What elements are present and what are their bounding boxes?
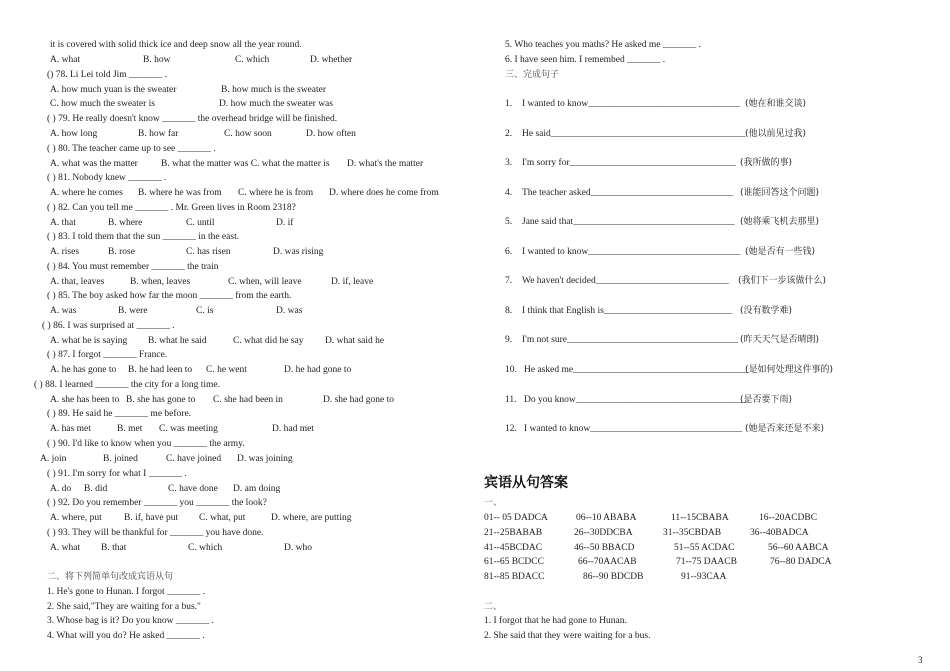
q77-option-d: D. whether bbox=[310, 55, 353, 65]
q79-option-b: B. how far bbox=[138, 129, 179, 139]
answer-cell: 36--40BADCA bbox=[750, 528, 809, 538]
q93-option-c: C. which bbox=[188, 543, 223, 553]
s3-text-10: He asked me_____________________________________ bbox=[524, 365, 749, 375]
q91-option-c: C. have done bbox=[168, 484, 218, 494]
s3-hint-10: (是如何处理这件事的) bbox=[745, 365, 834, 375]
q80-option-d: D. what's the matter bbox=[347, 159, 424, 169]
q77-option-a: A. what bbox=[50, 55, 81, 65]
q82-option-d: D. if bbox=[276, 218, 294, 228]
q88-option-b: B. she has gone to bbox=[126, 395, 196, 405]
q82-option-c: C. until bbox=[186, 218, 215, 228]
q85-option-a: A. was bbox=[50, 306, 77, 316]
q79-option-d: D. how often bbox=[306, 129, 356, 139]
s3-num-11: 11. bbox=[505, 395, 517, 405]
q89-option-b: B. met bbox=[117, 424, 143, 434]
q85-option-b: B. were bbox=[118, 306, 148, 316]
q87-option-a: A. he has gone to bbox=[50, 365, 117, 375]
answer-cell: 01-- 05 DADCA bbox=[484, 513, 548, 523]
answer-cell: 41--45BCDAC bbox=[484, 543, 543, 553]
q90-option-b: B. joined bbox=[103, 454, 138, 464]
q93-option-b: B. that bbox=[101, 543, 127, 553]
answer-cell: 21--25BABAB bbox=[484, 528, 543, 538]
s3-text-11: Do you know____________________________________ bbox=[524, 395, 747, 405]
q84-option-b: B. when, leaves bbox=[130, 277, 191, 287]
q79-option-c: C. how soon bbox=[224, 129, 272, 139]
answers-part2-label: 二、 bbox=[484, 602, 503, 612]
s3-num-10: 10. bbox=[505, 365, 517, 375]
q80-option-bc: B. what the matter was C. what the matter is bbox=[161, 159, 330, 169]
q93-option-a: A. what bbox=[50, 543, 81, 553]
q79-option-a: A. how long bbox=[50, 129, 98, 139]
q82-option-a: A. that bbox=[50, 218, 76, 228]
s3-text-3: I'm sorry for___________________________________ bbox=[522, 158, 736, 168]
q89-option-c: C. was meeting bbox=[159, 424, 218, 434]
answer-cell: 56--60 AABCA bbox=[768, 543, 829, 553]
q90-option-a: A. join bbox=[40, 454, 67, 464]
q78-option-b: B. how much is the sweater bbox=[221, 85, 327, 95]
q87-option-d: D. he had gone to bbox=[284, 365, 352, 375]
s3-hint-11: (是否要下雨) bbox=[740, 395, 793, 405]
q89-option-d: D. had met bbox=[272, 424, 314, 434]
q91-option-b: B. did bbox=[84, 484, 108, 494]
q86-option-c: C. what did he say bbox=[233, 336, 304, 346]
answers-heading: 宾语从句答案 bbox=[484, 475, 568, 491]
s3-num-9: 9. bbox=[505, 335, 513, 345]
answer-cell: 71--75 DAACB bbox=[676, 557, 737, 567]
q85-option-c: C. is bbox=[196, 306, 214, 316]
s3-text-7: We haven't decided____________________________ bbox=[522, 276, 729, 286]
q92-question: ( ) 92. Do you remember _______ you _______ the look? bbox=[47, 498, 267, 508]
answer-cell: 91--93CAA bbox=[681, 572, 727, 582]
s3-hint-1: (她在和谁交谈) bbox=[745, 99, 807, 109]
s3-hint-3: (我所做的事) bbox=[740, 158, 793, 168]
q79-question: ( ) 79. He really doesn't know _______ the overhead bridge will be finished. bbox=[47, 114, 338, 124]
q83-option-b: B. rose bbox=[108, 247, 135, 257]
s2-item-5: 5. Who teaches you maths? He asked me _______ . bbox=[505, 40, 701, 50]
q93-question: ( ) 93. They will be thankful for _______ you have done. bbox=[47, 528, 264, 538]
s2-item-3: 3. Whose bag is it? Do you know _______ . bbox=[47, 616, 214, 626]
q78-option-a: A. how much yuan is the sweater bbox=[50, 85, 177, 95]
s3-hint-6: (她是否有一些钱) bbox=[745, 247, 816, 257]
q90-option-d: D. was joining bbox=[237, 454, 293, 464]
s3-text-9: I'm not sure____________________________________ bbox=[522, 335, 738, 345]
s3-num-5: 5. bbox=[505, 217, 513, 227]
s2-item-2: 2. She said,"They are waiting for a bus." bbox=[47, 602, 201, 612]
s3-text-12: I wanted to know________________________________ bbox=[524, 424, 743, 434]
q84-option-d: D. if, leave bbox=[331, 277, 374, 287]
q84-question: ( ) 84. You must remember _______ the train bbox=[47, 262, 219, 272]
q91-option-d: D. am doing bbox=[233, 484, 281, 494]
s2-item-4: 4. What will you do? He asked _______ . bbox=[47, 631, 205, 641]
s3-hint-2: (他以前见过我) bbox=[745, 129, 807, 139]
q83-option-c: C. has risen bbox=[186, 247, 231, 257]
s3-hint-7: (我们下一步该做什么) bbox=[738, 276, 827, 286]
q78-option-d: D. how much the sweater was bbox=[219, 99, 333, 109]
page-number: 3 bbox=[918, 655, 923, 665]
answer-cell: 16--20ACDBC bbox=[759, 513, 818, 523]
q88-question: ( ) 88. I learned _______ the city for a long time. bbox=[34, 380, 220, 390]
answer-cell: 26--30DDCBA bbox=[574, 528, 633, 538]
answer-cell: 61--65 BCDCC bbox=[484, 557, 544, 567]
answer-cell: 66--70AACAB bbox=[578, 557, 637, 567]
q92-option-d: D. where, are putting bbox=[271, 513, 352, 523]
q84-option-c: C. when, will leave bbox=[228, 277, 302, 287]
s3-text-1: I wanted to know________________________________ bbox=[522, 99, 741, 109]
answer-cell: 86--90 BDCDB bbox=[583, 572, 644, 582]
q86-question: ( ) 86. I was surprised at _______ . bbox=[42, 321, 175, 331]
q88-option-c: C. she had been in bbox=[213, 395, 283, 405]
q86-option-b: B. what he said bbox=[148, 336, 207, 346]
q81-option-b: B. where he was from bbox=[138, 188, 222, 198]
q81-option-d: D. where does he come from bbox=[329, 188, 439, 198]
answer-cell: 51--55 ACDAC bbox=[674, 543, 735, 553]
s3-num-2: 2. bbox=[505, 129, 513, 139]
q87-option-c: C. he went bbox=[206, 365, 247, 375]
q84-option-a: A. that, leaves bbox=[50, 277, 105, 287]
s3-hint-12: (她是否来还是不来) bbox=[745, 424, 825, 434]
q92-option-a: A. where, put bbox=[50, 513, 102, 523]
s3-num-3: 3. bbox=[505, 158, 513, 168]
q87-question: ( ) 87. I forgot _______ France. bbox=[47, 350, 168, 360]
section3-title: 三、完成句子 bbox=[505, 70, 560, 80]
q92-option-b: B. if, have put bbox=[124, 513, 179, 523]
s3-num-8: 8. bbox=[505, 306, 513, 316]
s3-num-4: 4. bbox=[505, 188, 513, 198]
s3-hint-4: (谁能回答这个问题) bbox=[740, 188, 820, 198]
answer-part2-item-1: 1. I forgot that he had gone to Hunan. bbox=[484, 616, 627, 626]
s3-text-6: I wanted to know________________________________ bbox=[522, 247, 741, 257]
q78-option-c: C. how much the sweater is bbox=[50, 99, 156, 109]
answer-cell: 31--35CBDAB bbox=[663, 528, 722, 538]
q80-option-a: A. what was the matter bbox=[50, 159, 138, 169]
s3-text-5: Jane said that__________________________________ bbox=[522, 217, 735, 227]
section2-title: 二、将下列简单句改成宾语从句 bbox=[47, 572, 174, 582]
q85-question: ( ) 85. The boy asked how far the moon _______ from the earth. bbox=[47, 291, 292, 301]
q87-option-b: B. he had leen to bbox=[128, 365, 193, 375]
s3-hint-8: (没有数学难) bbox=[740, 306, 793, 316]
q90-option-c: C. have joined bbox=[166, 454, 222, 464]
s3-text-4: The teacher asked______________________________ bbox=[522, 188, 734, 198]
q83-option-d: D. was rising bbox=[273, 247, 324, 257]
q89-question: ( ) 89. He said he _______ me before. bbox=[47, 409, 192, 419]
q81-question: ( ) 81. Nobody knew _______ . bbox=[47, 173, 167, 183]
q82-option-b: B. where bbox=[108, 218, 143, 228]
q80-question: ( ) 80. The teacher came up to see _______ . bbox=[47, 144, 216, 154]
q77-option-b: B. how bbox=[143, 55, 171, 65]
q81-option-c: C. where he is from bbox=[238, 188, 314, 198]
q86-option-d: D. what said he bbox=[325, 336, 385, 346]
s2-item-6: 6. I have seen him. I remembed _______ . bbox=[505, 55, 666, 65]
q86-option-a: A. what he is saying bbox=[50, 336, 128, 346]
q89-option-a: A. has met bbox=[50, 424, 91, 434]
answer-cell: 06--10 ABABA bbox=[576, 513, 637, 523]
answer-cell: 76--80 DADCA bbox=[770, 557, 832, 567]
s3-hint-9: (昨天天气是否晴朗) bbox=[740, 335, 820, 345]
q85-option-d: D. was bbox=[276, 306, 303, 316]
q92-option-c: C. what, put bbox=[199, 513, 246, 523]
s3-num-12: 12. bbox=[505, 424, 517, 434]
s2-item-1: 1. He's gone to Hunan. I forgot _______ . bbox=[47, 587, 206, 597]
q77-option-c: C. which bbox=[235, 55, 270, 65]
answer-cell: 81--85 BDACC bbox=[484, 572, 545, 582]
s3-text-8: I think that English is___________________________ bbox=[522, 306, 733, 316]
q91-option-a: A. do bbox=[50, 484, 72, 494]
q88-option-a: A. she has been to bbox=[50, 395, 120, 405]
intro-line: it is covered with solid thick ice and deep snow all the year round. bbox=[50, 40, 302, 50]
q81-option-a: A. where he comes bbox=[50, 188, 123, 198]
q82-question: ( ) 82. Can you tell me _______ . Mr. Green lives in Room 2318? bbox=[47, 203, 296, 213]
s3-hint-5: (她将乘飞机去那里) bbox=[740, 217, 820, 227]
s3-text-2: He said_________________________________________ bbox=[522, 129, 746, 139]
answer-cell: 11--15CBABA bbox=[671, 513, 729, 523]
s3-num-1: 1. bbox=[505, 99, 513, 109]
q83-option-a: A. rises bbox=[50, 247, 80, 257]
answers-part1-label: 一、 bbox=[484, 498, 503, 508]
q91-question: ( ) 91. I'm sorry for what I _______ . bbox=[47, 469, 187, 479]
s3-num-6: 6. bbox=[505, 247, 513, 257]
q90-question: ( ) 90. I'd like to know when you _______ the army. bbox=[47, 439, 245, 449]
q78-question: () 78. Li Lei told Jim _______ . bbox=[47, 70, 168, 80]
s3-num-7: 7. bbox=[505, 276, 513, 286]
q83-question: ( ) 83. I told them that the sun _______ in the east. bbox=[47, 232, 240, 242]
q93-option-d: D. who bbox=[284, 543, 312, 553]
answer-cell: 46--50 BBACD bbox=[574, 543, 635, 553]
q88-option-d: D. she had gone to bbox=[323, 395, 394, 405]
answer-part2-item-2: 2. She said that they were waiting for a bus. bbox=[484, 631, 651, 641]
